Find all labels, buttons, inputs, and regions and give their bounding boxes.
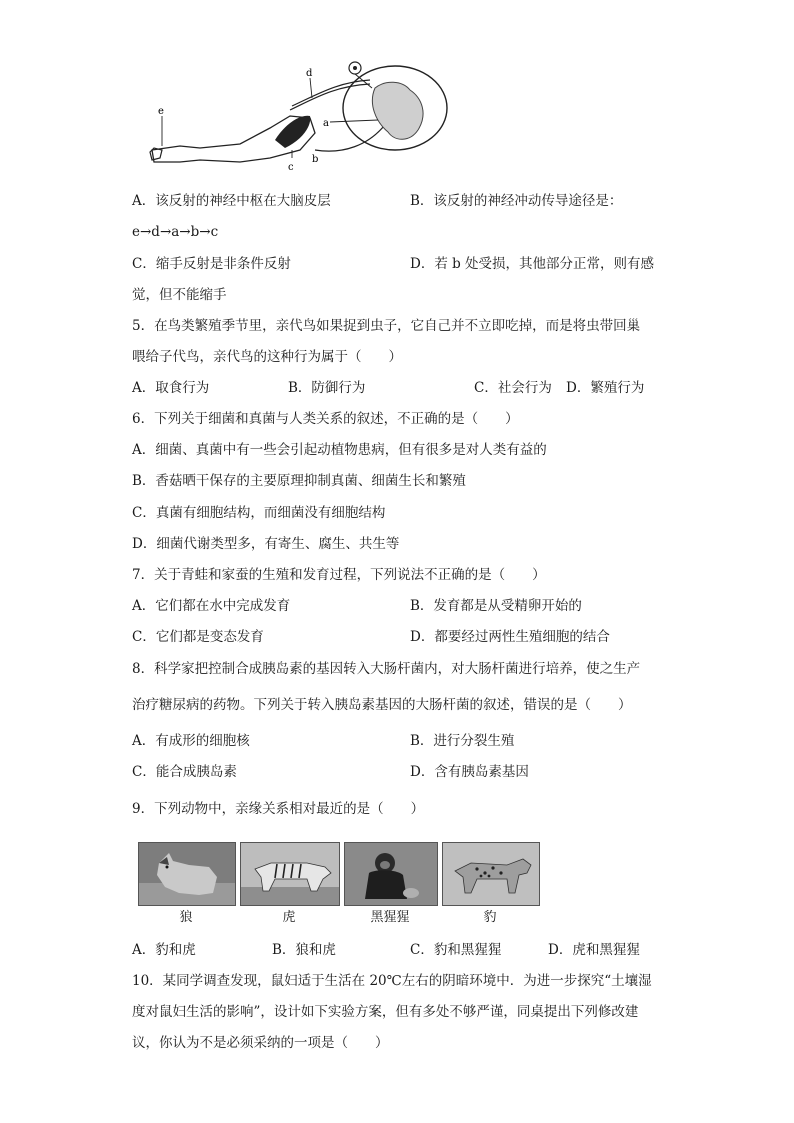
q9-option-c: C．豹和黑猩猩 [410,942,502,958]
q7-option-c: C．它们都是变态发育 [132,629,264,645]
q8-stem-2: 治疗糖尿病的药物。下列关于转入胰岛素基因的大肠杆菌的叙述，错误的是（ ） [132,697,632,713]
q4-option-d-cont: 觉，但不能缩手 [132,287,227,303]
caption-wolf: 狼 [179,910,193,925]
q10-stem-1: 10．某同学调查发现，鼠妇适于生活在 20℃左右的阴暗环境中．为进一步探究“土壤湿 [132,973,652,989]
q10-stem-2: 度对鼠妇生活的影响”，设计如下实验方案，但有多处不够严谨，同桌提出下列修改建 [132,1004,639,1020]
q7-option-a: A．它们都在水中完成发育 [132,598,291,614]
q6-option-b: B．香菇晒干保存的主要原理抑制真菌、细菌生长和繁殖 [132,473,466,489]
caption-chimpanzee: 黑猩猩 [370,910,410,925]
q6-option-d: D．细菌代谢类型多，有寄生、腐生、共生等 [132,536,400,552]
label-e: e [158,106,164,117]
q6-stem: 6．下列关于细菌和真菌与人类关系的叙述，不正确的是（ ） [132,411,519,427]
q4-option-b-cont: e→d→a→b→c [132,224,219,240]
label-c: c [288,162,294,173]
q6-option-a: A．细菌、真菌中有一些会引起动植物患病，但有很多是对人类有益的 [132,442,547,458]
leopard-photo [442,842,540,906]
animal-photos [138,838,540,926]
caption-tiger: 虎 [282,910,296,925]
q5-stem-1: 5．在鸟类繁殖季节里，亲代鸟如果捉到虫子，它自己并不立即吃掉，而是将虫带回巢 [132,318,641,334]
q7-option-b: B．发育都是从受精卵开始的 [410,598,582,614]
q8-stem-1: 8．科学家把控制合成胰岛素的基因转入大肠杆菌内，对大肠杆菌进行培养，使之生产 [132,661,641,677]
tiger-photo [240,842,340,906]
q5-stem-2: 喂给子代鸟，亲代鸟的这种行为属于（ ） [132,349,402,365]
q5-option-b: B．防御行为 [288,380,366,396]
q9-option-a: A．豹和虎 [132,942,196,958]
label-d: d [306,68,313,79]
q7-option-d: D．都要经过两性生殖细胞的结合 [410,629,610,645]
q7-stem: 7．关于青蛙和家蚕的生殖和发育过程，下列说法不正确的是（ ） [132,567,546,583]
q8-option-d: D．含有胰岛素基因 [410,764,529,780]
q5-option-a: A．取食行为 [132,380,210,396]
label-a: a [323,118,329,129]
q6-option-c: C．真菌有细胞结构，而细菌没有细胞结构 [132,505,386,521]
q4-option-c: C．缩手反射是非条件反射 [132,256,291,272]
q4-option-a: A．该反射的神经中枢在大脑皮层 [132,193,331,209]
q9-option-b: B．狼和虎 [272,942,336,958]
caption-leopard: 豹 [483,910,497,925]
q9-stem: 9．下列动物中，亲缘关系相对最近的是（ ） [132,801,425,817]
wolf-photo [138,842,236,906]
q8-option-c: C．能合成胰岛素 [132,764,237,780]
q9-option-d: D．虎和黑猩猩 [548,942,640,958]
q8-option-a: A．有成形的细胞核 [132,733,250,749]
q5-option-c: C．社会行为 [474,380,552,396]
label-b: b [312,154,319,165]
q4-option-b: B．该反射的神经冲动传导途径是： [410,193,623,209]
q8-option-b: B．进行分裂生殖 [410,733,515,749]
q10-stem-3: 议，你认为不是必须采纳的一项是（ ） [132,1035,389,1051]
chimpanzee-photo [344,842,438,906]
q4-option-d: D．若 b 处受损，其他部分正常，则有感 [410,256,655,272]
q5-option-d: D．繁殖行为 [566,380,645,396]
reflex-arc-diagram [140,58,450,178]
